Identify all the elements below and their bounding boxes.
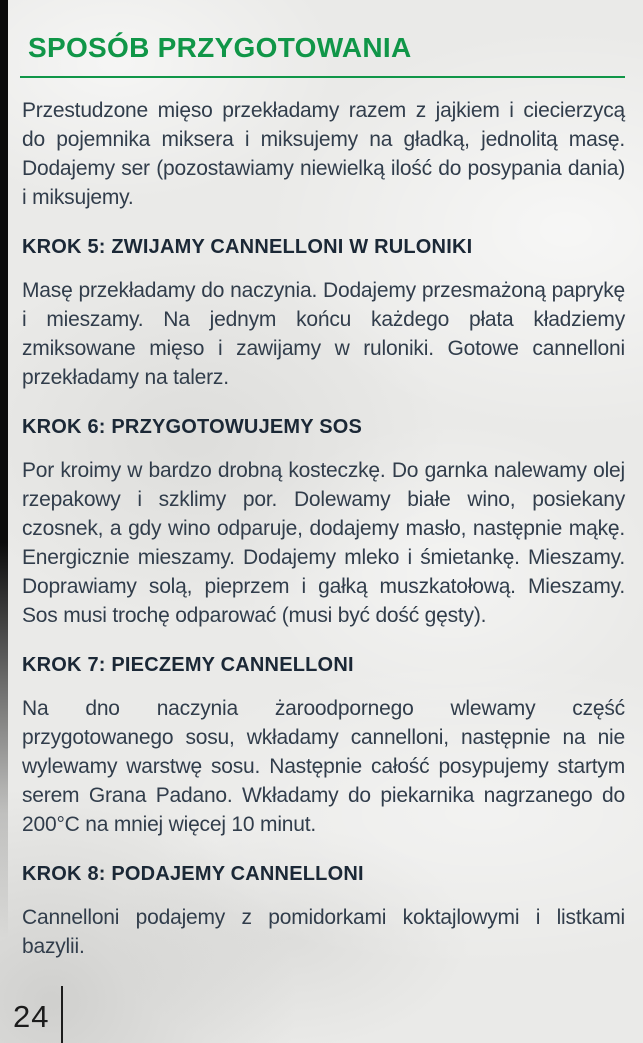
section-heading-krok-6: KROK 6: PRZYGOTOWUJEMY SOS — [22, 416, 363, 438]
section-body-krok-5: Masę przekładamy do naczynia. Dodajemy przesmażoną paprykę i mieszamy. Na jednym końcu każdego płata kładziemy zmiksowane mięso i zawijamy w ruloniki. Gotowe cannelloni przekładamy na talerz. — [22, 279, 625, 389]
page-header — [0, 0, 643, 78]
section-heading-krok-5: KROK 5: ZWIJAMY CANNELLONI W RULONIKI — [22, 236, 473, 258]
section-body-krok-7: Na dno naczynia żaroodpornego wlewamy część przygotowanego sosu, wkładamy cannelloni, następnie na nie wylewamy warstwę sosu. Następnie całość posypujemy startym serem Grana Padano. Wkładamy do piekarnika nagrzanego do 200°C na mniej więcej 10 minut. — [22, 697, 625, 836]
page-number-divider — [61, 986, 63, 1043]
recipe-content — [0, 78, 643, 961]
page-title: SPOSÓB PRZYGOTOWANIA — [28, 32, 412, 63]
section-body-krok-8: Cannelloni podajemy z pomidorkami koktajlowymi i listkami bazylii. — [22, 906, 625, 958]
section-body-krok-6: Por kroimy w bardzo drobną kosteczkę. Do garnka nalewamy olej rzepakowy i szklimy por. Dolewamy białe wino, posiekany czosnek, a gdy wino odparuje, dodajemy masło, następnie mąkę. Energicznie mieszamy. Dodajemy mleko i śmietankę. Mieszamy. Doprawiamy solą, pieprzem i gałką muszkatołową. Mieszamy. Sos musi trochę odparować (musi być dość gęsty). — [22, 459, 625, 627]
section-heading-krok-7: KROK 7: PIECZEMY CANNELLONI — [22, 654, 354, 676]
section-heading-krok-8: KROK 8: PODAJEMY CANNELLONI — [22, 863, 364, 885]
intro-paragraph: Przestudzone mięso przekładamy razem z jajkiem i ciecierzycą do pojemnika miksera i miksujemy na gładką, jednolitą masę. Dodajemy ser (pozostawiamy niewielką ilość do posypania dania) i miksujemy. — [22, 99, 625, 209]
page-number: 24 — [13, 999, 50, 1034]
